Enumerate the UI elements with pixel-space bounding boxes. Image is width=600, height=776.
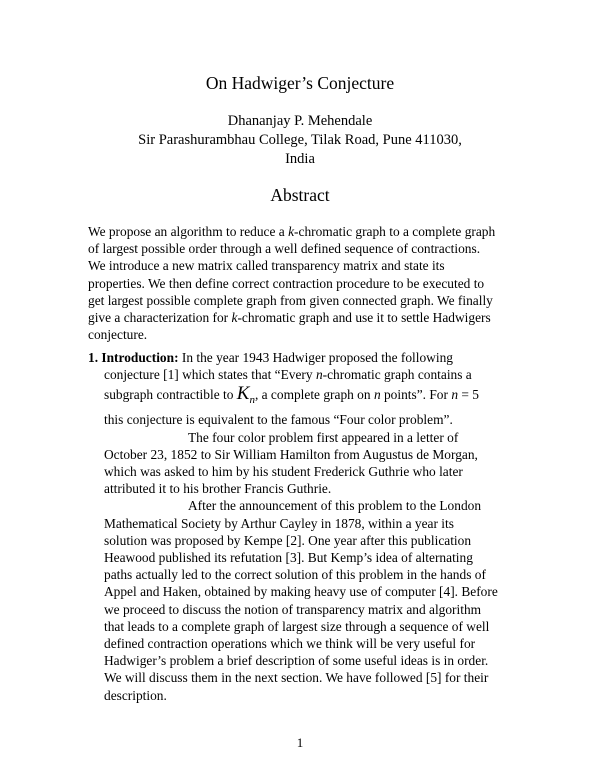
abstract-line: give a characterization for k-chromatic graph and use it to settle Hadwigers [88,310,491,326]
abstract-line: conjecture. [88,327,148,343]
author-name: Dhananjay P. Mehendale [227,113,373,129]
intro-line: 1. Introduction: In the year 1943 Hadwiger proposed the following [88,350,453,365]
intro-line: subgraph contractible to $K_n$, a complete graph on n points”. For n = 5 [104,383,479,407]
intro-line: solution was proposed by Kempe [2]. One year after this publication [104,532,472,548]
intro-line: attributed it to his brother Francis Guthrie. [104,481,332,497]
intro-line: October 23, 1852 to Sir William Hamilton from Augustus de Morgan, [104,446,478,462]
intro-line: we proceed to discuss the notion of transparency matrix and algorithm [104,601,482,617]
kn-symbol: K [236,383,250,405]
intro-line: defined contraction operations which we think will be very useful for [104,636,476,652]
abstract-line: of largest possible order through a well defined sequence of contractions. [88,241,481,257]
intro-line: Mathematical Society by Arthur Cayley in 1878, within a year its [104,515,454,531]
abstract-body [88,223,518,343]
abstract-line: We propose an algorithm to reduce a k-chromatic graph to a complete graph [88,224,496,239]
intro-line: After the announcement of this problem to the London [188,498,482,514]
intro-line: Appel and Haken, obtained by making heavy use of computer [4]. Before [104,584,498,600]
author-affiliation: Sir Parashurambhau College, Tilak Road, Pune 411030, [138,132,462,148]
intro-line: description. [104,687,167,703]
intro-line: which was asked to him by his student Frederick Guthrie who later [104,464,463,480]
intro-heading: 1. Introduction: [88,350,179,365]
intro-line: Heawood published its refutation [3]. But Kemp’s idea of alternating [104,550,473,566]
abstract-line: properties. We then define correct contraction procedure to be executed to [88,275,485,291]
intro-line: The four color problem first appeared in a letter of [188,429,459,445]
page-number: 1 [296,735,304,750]
intro-line: that leads to a complete graph of largest size through a sequence of well [104,618,490,634]
paper-title: On Hadwiger’s Conjecture [205,73,395,93]
intro-line: conjecture [1] which states that “Every n-chromatic graph contains a [104,367,472,383]
abstract-line: get largest possible complete graph from given connected graph. We finally [88,292,493,308]
abstract-line: We introduce a new matrix called transparency matrix and state its [88,258,445,274]
introduction-section [88,349,528,704]
abstract-heading: Abstract [270,185,330,205]
author-country: India [285,151,315,167]
author-block [0,112,600,169]
intro-line: this conjecture is equivalent to the famous “Four color problem”. [104,412,453,428]
intro-line: We will discuss them in the next section. We have followed [5] for their [104,670,489,686]
intro-line: paths actually led to the correct solution of this problem in the hands of [104,567,486,583]
intro-line: Hadwiger’s problem a brief description of some useful ideas is in order. [104,653,489,669]
